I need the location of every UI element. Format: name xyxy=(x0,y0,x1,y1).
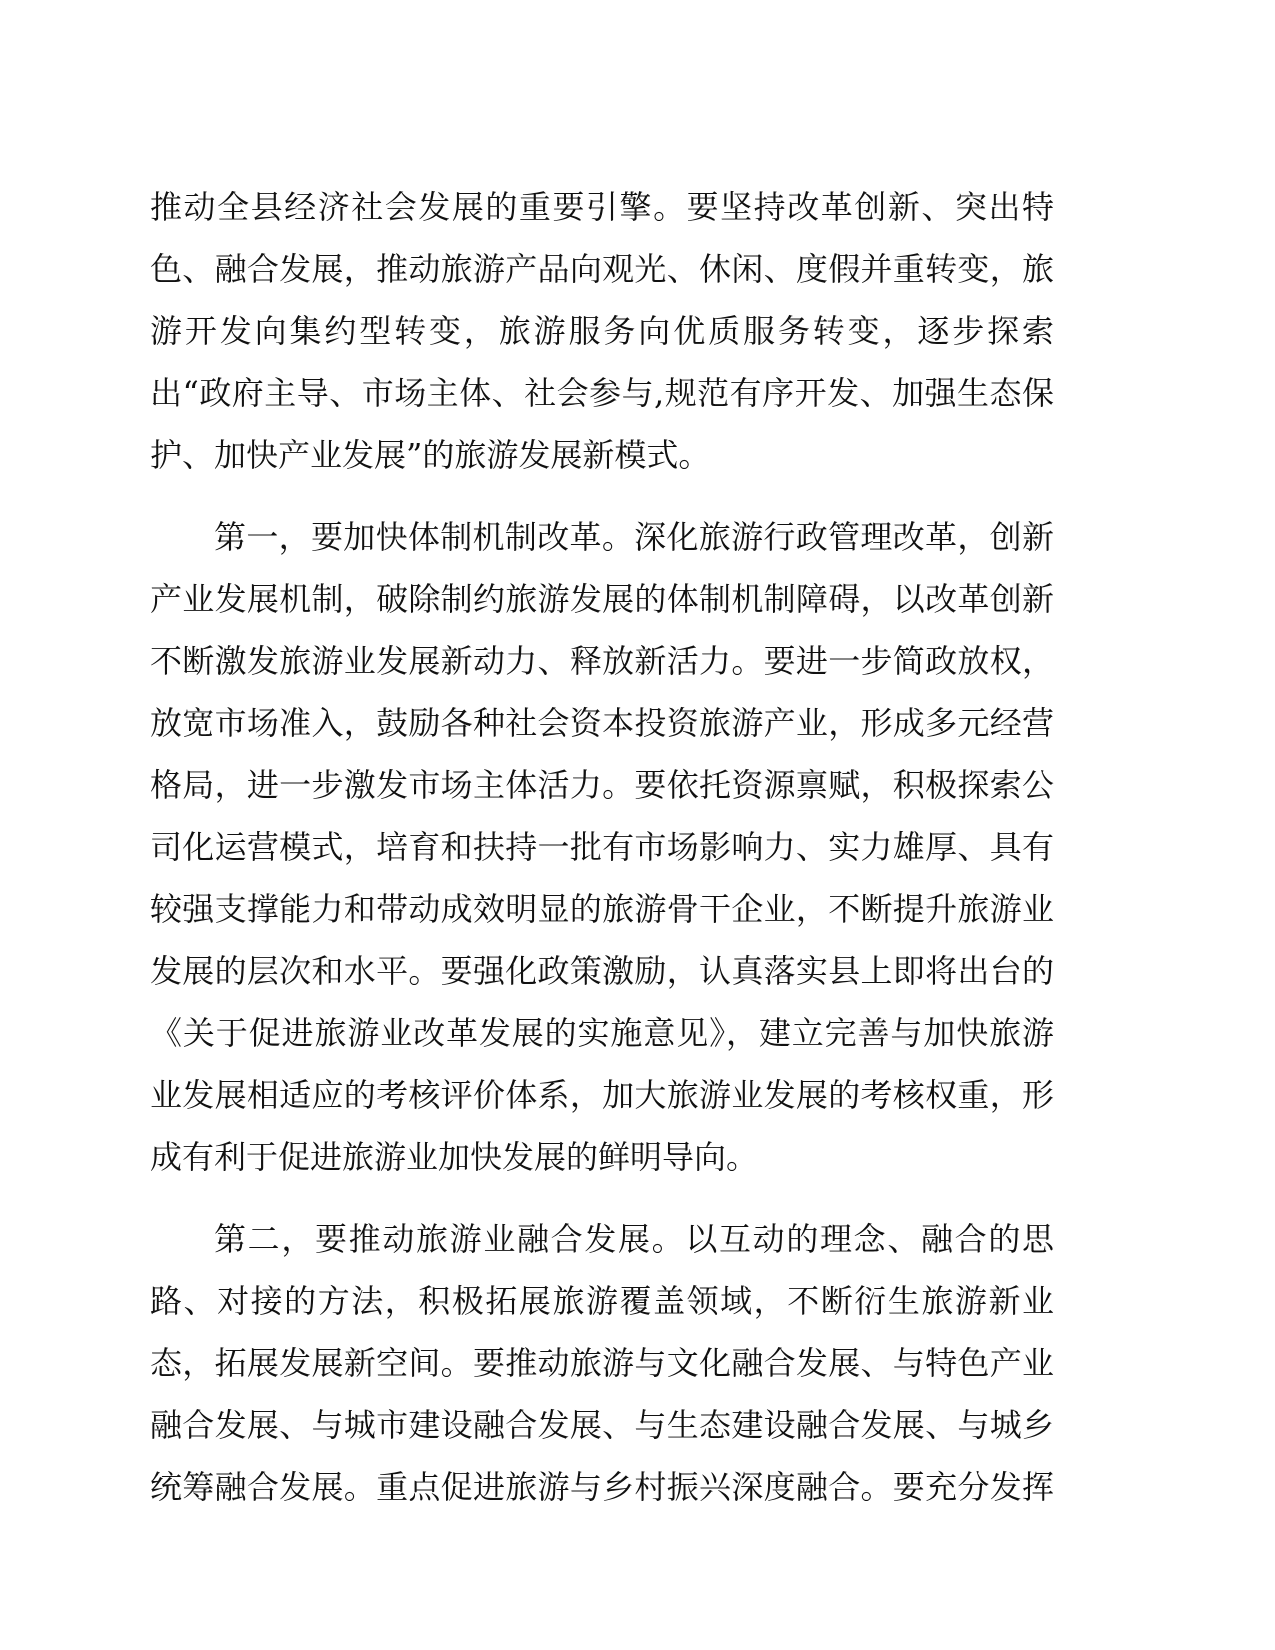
paragraph-spacer xyxy=(150,1188,1054,1208)
text-line: 第二，要推动旅游业融合发展。以互动的理念、融合的思 xyxy=(214,1220,1054,1258)
text-line: 较强支撑能力和带动成效明显的旅游骨干企业，不断提升旅游业 xyxy=(150,890,1054,928)
text-line: 不断激发旅游业发展新动力、释放新活力。要进一步简政放权， xyxy=(150,642,1054,680)
text-line: 色、融合发展，推动旅游产品向观光、休闲、度假并重转变，旅 xyxy=(150,250,1054,288)
text-line: 《关于促进旅游业改革发展的实施意见》，建立完善与加快旅游 xyxy=(150,1014,1054,1052)
text-line: 路、对接的方法，积极拓展旅游覆盖领域，不断衍生旅游新业 xyxy=(150,1282,1054,1320)
text-line: 态，拓展发展新空间。要推动旅游与文化融合发展、与特色产业 xyxy=(150,1344,1054,1382)
paragraph-spacer xyxy=(150,486,1054,506)
text-line: 融合发展、与城市建设融合发展、与生态建设融合发展、与城乡 xyxy=(150,1406,1054,1444)
text-line: 放宽市场准入，鼓励各种社会资本投资旅游产业，形成多元经营 xyxy=(150,704,1054,742)
text-line: 护、加快产业发展”的旅游发展新模式。 xyxy=(150,436,711,474)
document-body xyxy=(150,176,1054,1518)
text-line: 格局，进一步激发市场主体活力。要依托资源禀赋，积极探索公 xyxy=(150,766,1054,804)
text-line: 推动全县经济社会发展的重要引擎。要坚持改革创新、突出特 xyxy=(150,188,1054,226)
text-line: 成有利于促进旅游业加快发展的鲜明导向。 xyxy=(150,1138,759,1176)
text-line: 出“政府主导、市场主体、社会参与,规范有序开发、加强生态保 xyxy=(150,374,1054,412)
text-line: 游开发向集约型转变，旅游服务向优质服务转变，逐步探索 xyxy=(150,312,1054,350)
text-line: 发展的层次和水平。要强化政策激励，认真落实县上即将出台的 xyxy=(150,952,1054,990)
text-line: 司化运营模式，培育和扶持一批有市场影响力、实力雄厚、具有 xyxy=(150,828,1054,866)
text-line: 第一，要加快体制机制改革。深化旅游行政管理改革，创新 xyxy=(214,518,1054,556)
text-line: 产业发展机制，破除制约旅游发展的体制机制障碍，以改革创新 xyxy=(150,580,1054,618)
paragraph-second xyxy=(150,1208,1054,1518)
paragraph-intro xyxy=(150,176,1054,486)
text-line: 统筹融合发展。重点促进旅游与乡村振兴深度融合。要充分发挥 xyxy=(150,1468,1054,1506)
text-line: 业发展相适应的考核评价体系，加大旅游业发展的考核权重，形 xyxy=(150,1076,1054,1114)
paragraph-first xyxy=(150,506,1054,1188)
